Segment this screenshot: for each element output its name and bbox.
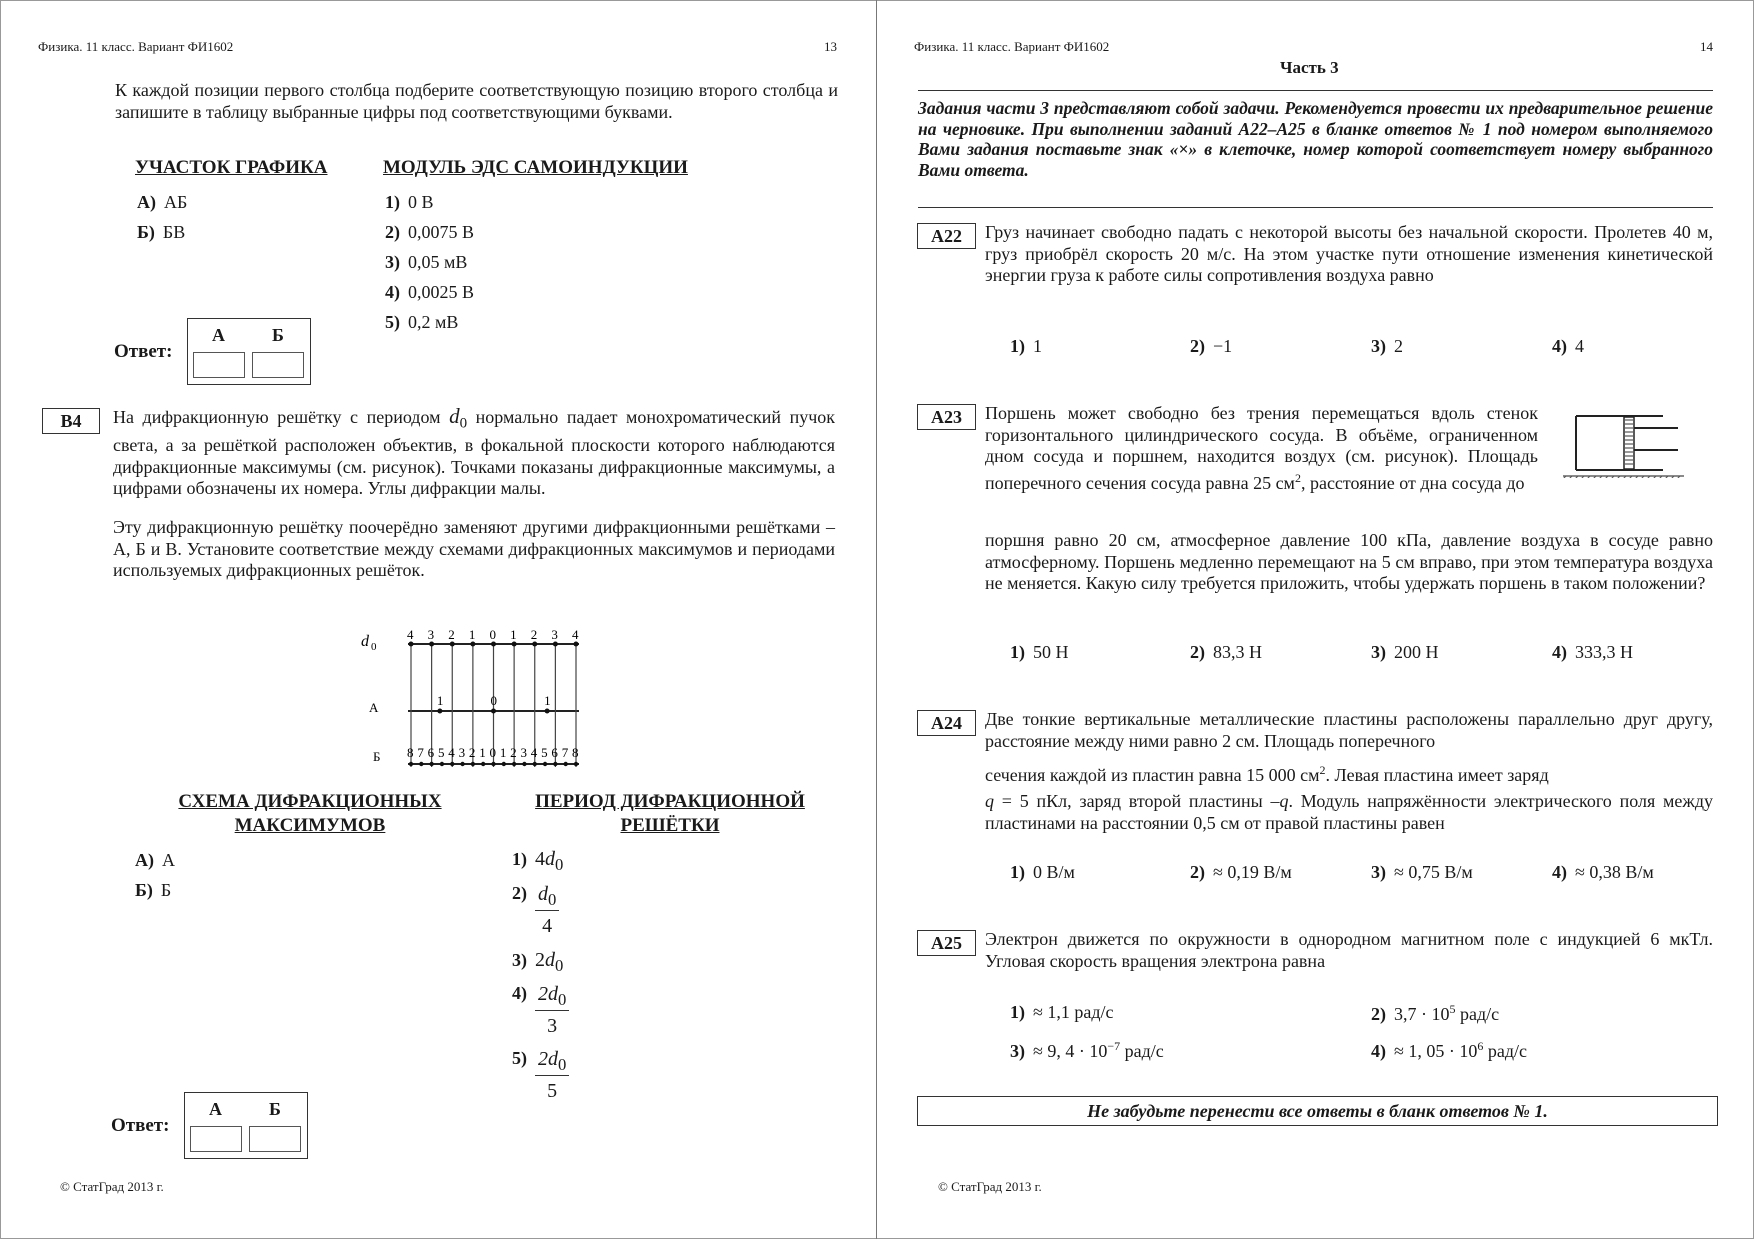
- fig-b-order-label: 2: [510, 745, 517, 760]
- match-intro: К каждой позиции первого столбца подберите соответствующую позицию второго столбца и запишите в таблицу выбранные цифры под соответствующими буквами.: [115, 80, 838, 122]
- fig-d0-dot: [429, 642, 434, 647]
- fig-b-dot: [409, 762, 413, 766]
- fig-b-dot: [553, 762, 557, 766]
- b4-paragraph-2: Эту дифракционную решётку поочерёдно заменяют другими дифракционными решётками – А, Б и В. Установите соответствие между схемами дифракционных максимумов и периодами используемых дифракционных решёток.: [113, 517, 835, 580]
- instructions-top-rule: [918, 90, 1713, 91]
- fig-b-dot: [502, 762, 506, 766]
- a24-option-3[interactable]: 3) ≈ 0,75 В/м: [1371, 862, 1473, 882]
- task-a25-label: А25: [917, 930, 976, 956]
- fig-a-order-label: 1: [436, 693, 444, 708]
- match1-item-a: А) АБ: [137, 192, 188, 212]
- a23-option-3[interactable]: 3) 200 Н: [1371, 642, 1439, 662]
- fig-d0-dot: [450, 642, 455, 647]
- fig-a-dot: [491, 709, 496, 714]
- fig-b-dot: [429, 762, 433, 766]
- match2-col2-header: ПЕРИОД ДИФРАКЦИОННОЙ РЕШЁТКИ: [535, 791, 805, 836]
- fig-d0-sub: 0: [371, 641, 377, 653]
- fig-b-order-label: 7: [417, 745, 424, 760]
- fig-b-dot: [481, 762, 485, 766]
- fig-row-b-label: Б: [373, 749, 381, 764]
- answer-table-1: [187, 318, 311, 385]
- fig-b-dot: [419, 762, 423, 766]
- a25-option-4[interactable]: 4) ≈ 1, $05 \cdot 10^6$ рад/с: [1371, 1039, 1528, 1061]
- fig-a-dot: [437, 709, 442, 714]
- answer-label-1: Ответ:: [114, 341, 173, 362]
- fig-d0-order-label: 0: [489, 627, 496, 642]
- fig-b-dot: [440, 762, 444, 766]
- reminder-box: Не забудьте перенести все ответы в бланк ответов № 1.: [917, 1096, 1718, 1126]
- left-header-title: Физика. 11 класс. Вариант ФИ1602: [38, 39, 234, 54]
- fig-b-order-label: 6: [427, 745, 435, 760]
- answer-col-a: А: [212, 325, 225, 345]
- fig-d0-dot: [470, 642, 475, 647]
- answer-cell-b[interactable]: [252, 352, 304, 378]
- fig-d0-order-label: 3: [427, 627, 435, 642]
- fig-b-order-label: 5: [437, 745, 445, 760]
- fig-b-order-label: 7: [561, 745, 569, 760]
- fig-b-order-label: 6: [551, 745, 558, 760]
- fig-d0-dot: [409, 642, 414, 647]
- fig-b-order-label: 3: [458, 745, 466, 760]
- a25-option-2[interactable]: 2) $3,7 \cdot 10^5$ рад/с: [1371, 1002, 1500, 1024]
- fig-b-order-label: 0: [489, 745, 496, 760]
- match1-option-1: 1) 0 В: [385, 192, 434, 212]
- a23-option-2[interactable]: 2) 83,3 Н: [1190, 642, 1262, 662]
- task-a22-label: А22: [917, 223, 976, 249]
- answer2-cell-b[interactable]: [249, 1126, 301, 1152]
- answer2-col-a: А: [209, 1099, 222, 1119]
- match2-option-1: 1) $4d_0$: [512, 848, 564, 874]
- match2-col1-header: СХЕМА ДИФРАКЦИОННЫХ МАКСИМУМОВ: [178, 791, 442, 836]
- fig-d0-dot: [512, 642, 517, 647]
- fig-b-dot: [491, 762, 495, 766]
- match1-col2-header: МОДУЛЬ ЭДС САМОИНДУКЦИИ: [383, 157, 688, 178]
- fig-d0-order-label: 4: [572, 627, 579, 642]
- fig-b-dot: [471, 762, 475, 766]
- a22-option-3[interactable]: 3) 2: [1371, 336, 1403, 356]
- a24-text-b: сечения каждой из пластин равна 15 000 $см^2$. Левая пластина имеет заряд: [985, 763, 1549, 785]
- a23-option-4[interactable]: 4) 333,3 Н: [1552, 642, 1633, 662]
- fig-b-dot: [574, 762, 578, 766]
- piston: [1624, 417, 1634, 469]
- fig-b-order-label: 4: [448, 745, 455, 760]
- a25-option-1[interactable]: 1) ≈ 1,1 рад/с: [1010, 1002, 1114, 1022]
- fig-d0-order-label: 3: [551, 627, 558, 642]
- fig-d0-dot: [532, 642, 537, 647]
- a24-text-a: Две тонкие вертикальные металлические пластины расположены параллельно друг другу, расстояние между ними равно 2 см. Площадь поперечного: [985, 709, 1713, 751]
- fig-b-order-label: 8: [407, 745, 414, 760]
- match1-col1-header: УЧАСТОК ГРАФИКА: [135, 157, 328, 178]
- fig-d0-order-label: 2: [448, 627, 455, 642]
- fig-d0-dot: [491, 642, 496, 647]
- answer2-cell-a[interactable]: [190, 1126, 242, 1152]
- fig-d0-order-label: 1: [510, 627, 517, 642]
- fig-d0-dot: [574, 642, 579, 647]
- a24-option-2[interactable]: 2) ≈ 0,19 В/м: [1190, 862, 1292, 882]
- part-title: Часть 3: [1280, 58, 1339, 77]
- a22-option-1[interactable]: 1) 1: [1010, 336, 1042, 356]
- answer-col-b: Б: [272, 325, 284, 345]
- match2-option-3: 3) $2d_0$: [512, 949, 564, 975]
- b4-paragraph-1: На дифракционную решётку с периодом $d_0$ нормально падает монохроматический пучок света, а за решёткой расположен объектив, в фокальной плоскости которого наблюдаются дифракционные максимумы (см. рисунок). Точками показаны дифракционные максимумы, а цифрами обозначены их номера. Углы дифракции малы.: [113, 404, 836, 499]
- fig-b-dot: [533, 762, 537, 766]
- a23-text-b: поршня равно 20 см, атмосферное давление 100 кПа, давление воздуха в сосуде равно атмосферному. Поршень медленно перемещают на 5 см вправо, при этом температура воздуха не меняется. Какую силу требуется приложить, чтобы удержать поршень в таком положении?: [985, 530, 1713, 593]
- answer2-col-b: Б: [269, 1099, 281, 1119]
- match1-option-5: 5) 0,2 мВ: [385, 312, 459, 332]
- fig-d0-order-label: 1: [468, 627, 476, 642]
- a23-option-1[interactable]: 1) 50 Н: [1010, 642, 1069, 662]
- a25-text: Электрон движется по окружности в однородном магнитном поле с индукцией 6 мкТл. Угловая скорость вращения электрона равна: [985, 929, 1713, 971]
- match1-item-b: Б) БВ: [137, 222, 186, 242]
- fig-b-order-label: 5: [541, 745, 548, 760]
- fig-d0-order-label: 2: [530, 627, 538, 642]
- a22-text: Груз начинает свободно падать с некоторой высоты без начальной скорости. Пролетев 40 м, груз приобрёл скорость 20 м/с. На этом участке пути отношение изменения кинетической энергии груза к работе силы сопротивления воздуха равно: [985, 222, 1713, 285]
- fig-a-order-label: 1: [544, 693, 551, 708]
- left-page-number: 13: [824, 39, 837, 54]
- match2-option-5: 5) $\frac{2d_0}{5}$: [512, 1048, 569, 1103]
- left-footer: © СтатГрад 2013 г.: [60, 1179, 164, 1194]
- right-page-number: 14: [1700, 39, 1713, 54]
- match1-option-3: 3) 0,05 мВ: [385, 252, 468, 272]
- answer-label-2: Ответ:: [111, 1115, 170, 1136]
- fig-b-order-label: 4: [530, 745, 538, 760]
- fig-a-order-label: 0: [490, 693, 497, 708]
- right-footer: © СтатГрад 2013 г.: [938, 1179, 1042, 1194]
- a24-option-1[interactable]: 1) 0 В/м: [1010, 862, 1075, 882]
- match2-option-4: 4) $\frac{2d_0}{3}$: [512, 983, 569, 1038]
- a24-text-c: q = 5 пКл, заряд второй пластины –q. Модуль напряжённости электрического поля между пластинами на расстоянии 0,5 см от правой пластины равен: [985, 791, 1713, 833]
- right-header-title: Физика. 11 класс. Вариант ФИ1602: [914, 39, 1110, 54]
- a24-option-4[interactable]: 4) ≈ 0,38 В/м: [1552, 862, 1654, 882]
- fig-b-order-label: 2: [468, 745, 476, 760]
- match2-item-a: А) А: [135, 850, 175, 870]
- match2-item-b: Б) Б: [135, 880, 172, 900]
- a23-text-a: Поршень может свободно без трения перемещаться вдоль стенок горизонтального цилиндрического сосуда. В объёме, ограниченном дном сосуда и поршнем, находится воздух (см. рисунок). Площадь поперечного сечения сосуда равна 25 $см^2$, расстояние от дна сосуда до: [985, 403, 1538, 493]
- a22-option-2[interactable]: 2) −1: [1190, 336, 1233, 356]
- fig-b-dot: [563, 762, 567, 766]
- piston-cylinder-figure: [1558, 408, 1684, 478]
- fig-b-dot: [543, 762, 547, 766]
- fig-b-dot: [460, 762, 464, 766]
- fig-b-dot: [512, 762, 516, 766]
- page-divider: [876, 0, 877, 1239]
- fig-b-order-label: 1: [499, 745, 507, 760]
- fig-b-order-label: 3: [520, 745, 527, 760]
- task-a24-label: А24: [917, 710, 976, 736]
- fig-b-dot: [522, 762, 526, 766]
- fig-b-order-label: 8: [572, 745, 579, 760]
- answer-cell-a[interactable]: [193, 352, 245, 378]
- fig-b-order-label: 1: [479, 745, 486, 760]
- answer-table-2: [184, 1092, 308, 1159]
- a22-option-4[interactable]: 4) 4: [1552, 336, 1584, 356]
- match2-option-2: 2) $\frac{d_0}{4}$: [512, 883, 559, 938]
- match1-option-2: 2) 0,0075 В: [385, 222, 475, 242]
- a25-option-3[interactable]: 3) ≈ 9, $4 \cdot 10^{-7}$ рад/с: [1010, 1039, 1164, 1061]
- fig-d0-label: d: [361, 633, 369, 650]
- fig-row-a-label: А: [369, 700, 379, 715]
- match1-option-4: 4) 0,0025 В: [385, 282, 475, 302]
- task-a23-label: А23: [917, 404, 976, 430]
- instructions-bottom-rule: [918, 207, 1713, 208]
- part3-instructions: Задания части 3 представляют собой задачи. Рекомендуется провести их предварительное решение на черновике. При выполнении заданий А22–А25 в бланке ответов № 1 под номером выполняемого Вами задания поставьте знак «×» в клеточке, номер которой соответствует номеру выбранного Вами ответа.: [918, 98, 1713, 180]
- task-b4-label: B4: [42, 408, 100, 434]
- fig-b-dot: [450, 762, 454, 766]
- fig-d0-dot: [553, 642, 558, 647]
- fig-a-dot: [545, 709, 550, 714]
- fig-d0-order-label: 4: [407, 627, 414, 642]
- diffraction-figure: [355, 622, 595, 777]
